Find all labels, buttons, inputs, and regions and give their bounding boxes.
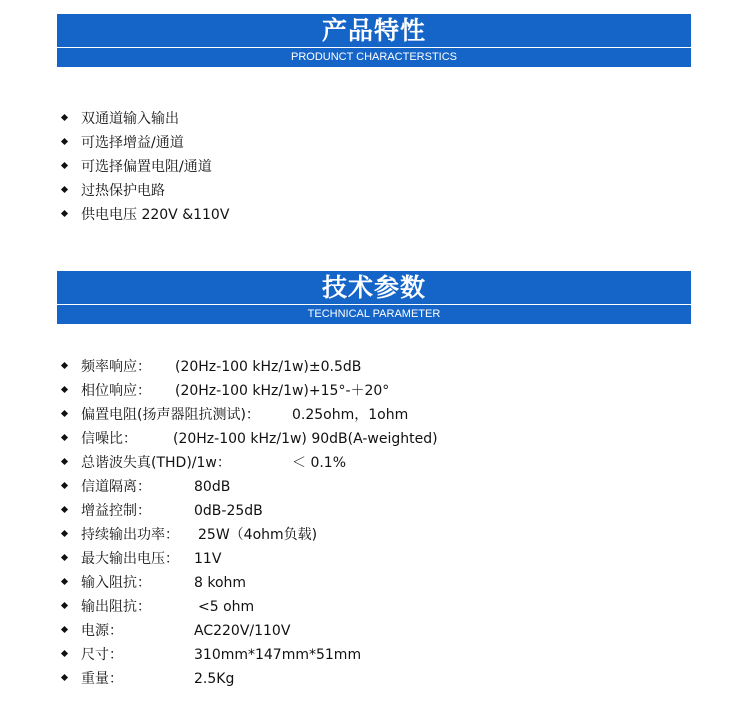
diamond-bullet-icon	[61, 362, 68, 369]
banner-divider	[57, 304, 691, 305]
param-row	[60, 667, 260, 691]
diamond-bullet-icon	[61, 162, 68, 169]
param-row	[60, 403, 409, 427]
param-label: 输入阻抗：	[81, 575, 151, 591]
param-label: 总谐波失真(THD)/1w：	[81, 455, 231, 471]
feature-text: 可选择偏置电阻/通道	[81, 159, 212, 175]
diamond-bullet-icon	[61, 186, 68, 193]
diamond-bullet-icon	[61, 506, 68, 513]
list-item	[60, 131, 229, 155]
params-banner	[57, 271, 691, 324]
param-value: 25W（4ohm负载)	[198, 527, 318, 543]
param-value: 310mm*147mm*51mm	[194, 647, 362, 663]
diamond-bullet-icon	[61, 554, 68, 561]
param-label: 输出阻抗：	[81, 599, 151, 615]
param-value: 0.25ohm，1ohm	[292, 407, 409, 423]
banner-divider	[57, 47, 691, 48]
param-value: (20Hz-100 kHz/1w) 90dB(A-weighted)	[173, 431, 438, 447]
param-row	[60, 595, 260, 619]
param-row	[60, 499, 263, 523]
list-item	[60, 107, 229, 131]
list-item	[60, 155, 229, 179]
diamond-bullet-icon	[61, 626, 68, 633]
params-list	[60, 355, 438, 691]
param-value: 11V	[194, 551, 222, 567]
param-value: 0dB-25dB	[194, 503, 263, 519]
diamond-bullet-icon	[61, 530, 68, 537]
param-label: 电源：	[81, 623, 123, 639]
features-subtitle: PRODUNCT CHARACTERSTICS	[290, 51, 458, 63]
param-label: 频率响应：	[81, 359, 151, 375]
list-item	[60, 203, 229, 227]
param-label: 重量：	[81, 671, 123, 687]
diamond-bullet-icon	[61, 578, 68, 585]
param-value: ＜ 0.1%	[292, 455, 347, 471]
param-value: 2.5Kg	[194, 671, 235, 687]
diamond-bullet-icon	[61, 114, 68, 121]
param-row	[60, 427, 438, 451]
param-label: 增益控制：	[81, 503, 151, 519]
feature-text: 供电电压 220V &110V	[81, 207, 230, 223]
param-row	[60, 571, 260, 595]
diamond-bullet-icon	[61, 458, 68, 465]
params-title: 技术参数	[321, 273, 426, 302]
param-value: <5 ohm	[198, 599, 255, 615]
list-item	[60, 179, 229, 203]
features-title: 产品特性	[321, 16, 426, 45]
diamond-bullet-icon	[61, 674, 68, 681]
diamond-bullet-icon	[61, 434, 68, 441]
diamond-bullet-icon	[61, 210, 68, 217]
diamond-bullet-icon	[61, 138, 68, 145]
param-label: 偏置电阻(扬声器阻抗测试)：	[81, 407, 260, 423]
param-value: (20Hz-100 kHz/1w)±0.5dB	[175, 359, 362, 375]
param-row	[60, 451, 347, 475]
param-row	[60, 523, 318, 547]
param-value: 8 kohm	[194, 575, 247, 591]
diamond-bullet-icon	[61, 602, 68, 609]
param-row	[60, 379, 390, 403]
param-value: 80dB	[194, 479, 231, 495]
param-row	[60, 475, 260, 499]
feature-text: 双通道输入输出	[81, 111, 179, 127]
param-value: (20Hz-100 kHz/1w)+15°-＋20°	[175, 383, 390, 399]
param-row	[60, 355, 362, 379]
features-list	[60, 107, 229, 227]
diamond-bullet-icon	[61, 482, 68, 489]
params-subtitle: TECHNICAL PARAMETER	[307, 308, 441, 320]
param-value: AC220V/110V	[194, 623, 291, 639]
param-label: 信道隔离：	[81, 479, 151, 495]
param-row	[60, 643, 362, 667]
feature-text: 过热保护电路	[81, 183, 165, 199]
param-label: 信噪比：	[81, 431, 137, 447]
diamond-bullet-icon	[61, 386, 68, 393]
param-label: 最大输出电压：	[81, 551, 179, 567]
param-row	[60, 547, 260, 571]
features-banner	[57, 14, 691, 67]
param-label: 尺寸：	[81, 647, 123, 663]
feature-text: 可选择增益/通道	[81, 135, 184, 151]
diamond-bullet-icon	[61, 650, 68, 657]
param-row	[60, 619, 291, 643]
diamond-bullet-icon	[61, 410, 68, 417]
param-label: 持续输出功率：	[81, 527, 179, 543]
param-label: 相位响应：	[81, 383, 151, 399]
